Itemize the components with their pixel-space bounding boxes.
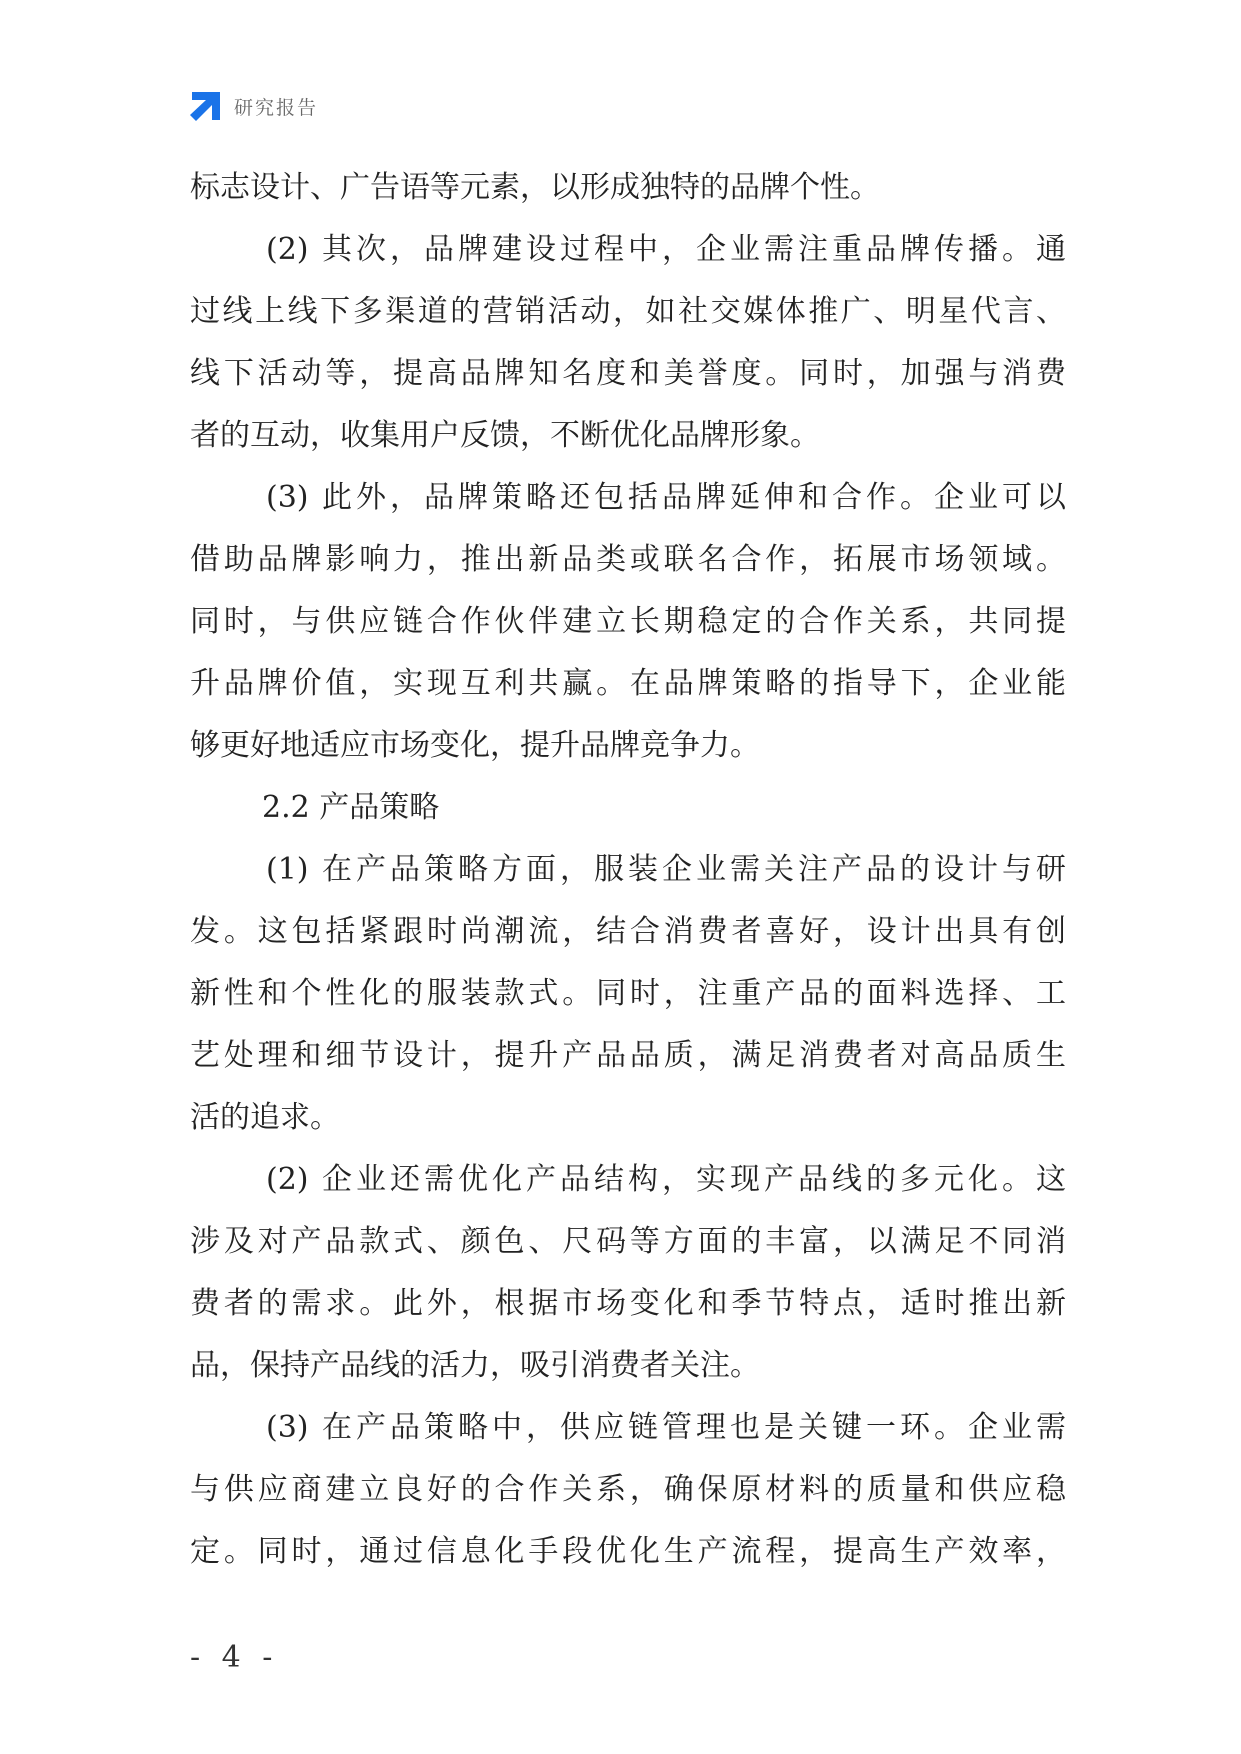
text-line: 活的追求。 xyxy=(190,1100,340,1135)
text-line: 同时，与供应链合作伙伴建立长期稳定的合作关系，共同提 xyxy=(190,604,1066,639)
text-line: (2) 企业还需优化产品结构，实现产品线的多元化。这 xyxy=(266,1162,1066,1197)
text-line: 定。同时，通过信息化手段优化生产流程，提高生产效率， xyxy=(190,1534,1066,1569)
text-line: (2) 其次，品牌建设过程中，企业需注重品牌传播。通 xyxy=(266,232,1066,267)
text-line: 新性和个性化的服装款式。同时，注重产品的面料选择、工 xyxy=(190,976,1066,1011)
body-text xyxy=(190,157,1066,1583)
text-line: 艺处理和细节设计，提升产品品质，满足消费者对高品质生 xyxy=(190,1038,1066,1073)
text-line: 线下活动等，提高品牌知名度和美誉度。同时，加强与消费 xyxy=(190,356,1066,391)
section-heading: 2.2 产品策略 xyxy=(262,790,440,825)
text-line: 涉及对产品款式、颜色、尺码等方面的丰富，以满足不同消 xyxy=(190,1224,1066,1259)
text-line: 升品牌价值，实现互利共赢。在品牌策略的指导下，企业能 xyxy=(190,666,1066,701)
text-line: 够更好地适应市场变化，提升品牌竞争力。 xyxy=(190,728,760,763)
header-title: 研究报告 xyxy=(234,96,319,119)
page-header xyxy=(188,88,318,124)
text-line: (3) 此外，品牌策略还包括品牌延伸和合作。企业可以 xyxy=(266,480,1066,515)
text-line: 发。这包括紧跟时尚潮流，结合消费者喜好，设计出具有创 xyxy=(190,914,1066,949)
page-number: - 4 - xyxy=(190,1640,279,1675)
text-line: 者的互动，收集用户反馈，不断优化品牌形象。 xyxy=(190,418,820,453)
text-line: 费者的需求。此外，根据市场变化和季节特点，适时推出新 xyxy=(190,1286,1066,1321)
text-line: 与供应商建立良好的合作关系，确保原材料的质量和供应稳 xyxy=(190,1472,1066,1507)
text-line: (1) 在产品策略方面，服装企业需关注产品的设计与研 xyxy=(266,852,1066,887)
text-line: 标志设计、广告语等元素，以形成独特的品牌个性。 xyxy=(190,170,880,205)
text-line: 过线上线下多渠道的营销活动，如社交媒体推广、明星代言、 xyxy=(190,294,1066,329)
text-line: 借助品牌影响力，推出新品类或联名合作，拓展市场领域。 xyxy=(190,542,1066,577)
text-line: (3) 在产品策略中，供应链管理也是关键一环。企业需 xyxy=(266,1410,1066,1445)
arrow-logo-icon xyxy=(188,90,222,122)
text-line: 品，保持产品线的活力，吸引消费者关注。 xyxy=(190,1348,760,1383)
